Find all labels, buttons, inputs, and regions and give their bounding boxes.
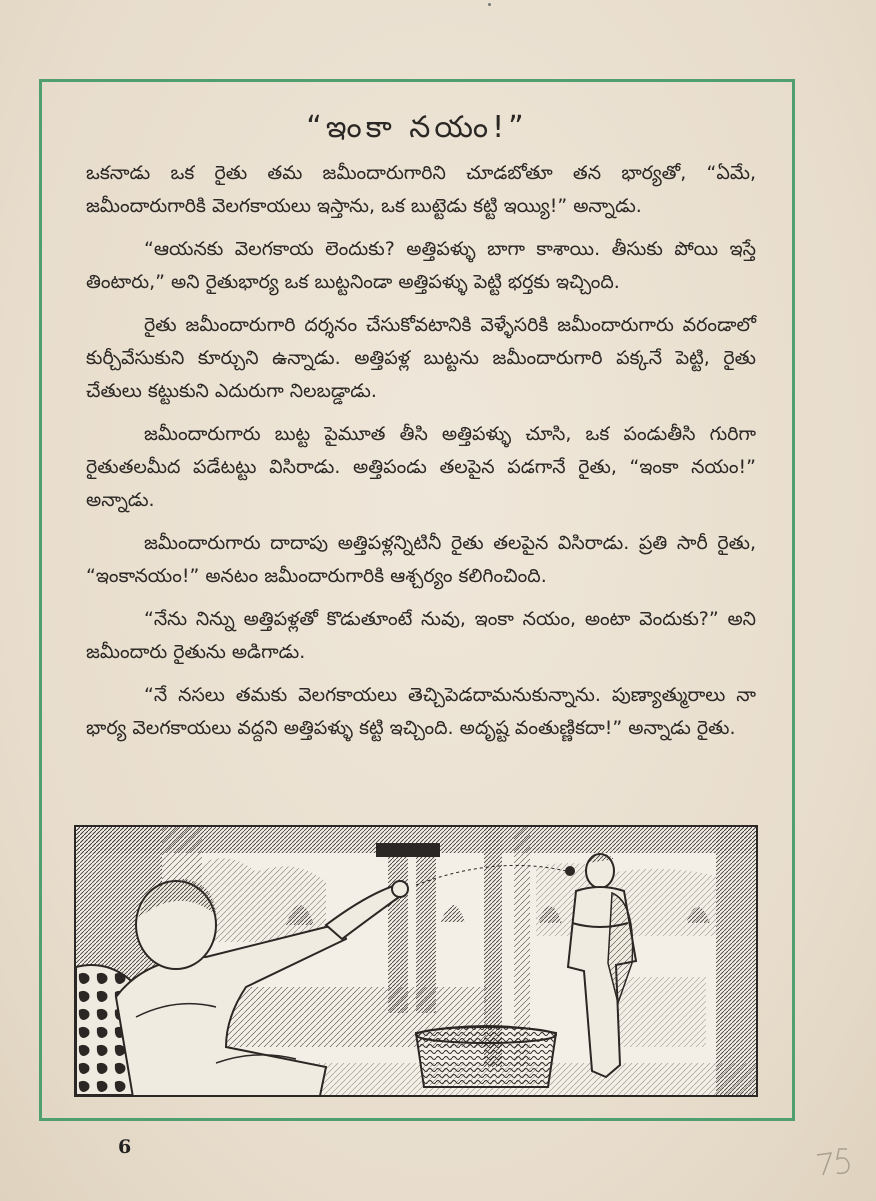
speck xyxy=(488,3,491,6)
story-title: “ఇంకా నయం!” xyxy=(306,110,528,145)
paragraph-1: ఒకనాడు ఒక రైతు తమ జమీందారుగారిని చూడబోతూ తన భార్యతో, “ఏమే, జమీందారుగారికి వెలగకాయలు ఇస్తాను, ఒక బుట్టెడు కట్టి ఇయ్యి!” అన్నాడు. xyxy=(86,162,756,217)
handwritten-page-mark-drawing xyxy=(813,1143,863,1181)
illustration-drawing xyxy=(76,827,756,1095)
paragraph-2: “ఆయనకు వెలగకాయ లెందుకు? అత్తిపళ్ళు బాగా కాశాయి. తీసుకు పోయి ఇస్తే తింటారు,” అని రైతుభార్య ఒక బుట్టనిండా అత్తిపళ్ళు పెట్టి భర్తకు ఇచ్చింది. xyxy=(86,238,756,293)
paragraph-5: జమీందారుగారు దాదాపు అత్తిపళ్లన్నిటినీ రైతు తలపైన విసిరాడు. ప్రతి సారీ రైతు, “ఇంకానయం!” అనటం జమీందారుగారికి ఆశ్చర్యం కలిగించింది. xyxy=(86,532,756,587)
story-text xyxy=(86,157,756,755)
handwritten-page-mark xyxy=(813,1143,863,1181)
paragraph-4: జమీందారుగారు బుట్ట పైమూత తీసి అత్తిపళ్ళు చూసి, ఒక పండుతీసి గురిగా రైతుతలమీద పడేటట్టు విసిరాడు. అత్తిపండు తలపైన పడగానే రైతు, “ఇంకా నయం!” అన్నాడు. xyxy=(86,423,756,511)
paragraph-3: రైతు జమీందారుగారి దర్శనం చేసుకోవటానికి వెళ్ళేసరికి జమీందారుగారు వరండాలో కుర్చీవేసుకుని కూర్చుని ఉన్నాడు. అత్తిపళ్ల బుట్టను జమీందారుగారి పక్కనే పెట్టి, రైతు చేతులు కట్టుకుని ఎదురుగా నిలబడ్డాడు. xyxy=(86,314,756,402)
story-illustration xyxy=(74,825,758,1097)
page-number: 6 xyxy=(118,1136,132,1158)
story-frame xyxy=(39,79,795,1121)
paragraph-7: “నే నసలు తమకు వెలగకాయలు తెచ్చిపెడదామనుకున్నాను. పుణ్యాత్మురాలు నా భార్య వెలగకాయలు వద్దని అత్తిపళ్ళు కట్టి ఇచ్చింది. అదృష్ట వంతుణ్ణికదా!” అన్నాడు రైతు. xyxy=(86,684,756,739)
paragraph-6: “నేను నిన్ను అత్తిపళ్లతో కొడుతూంటే నువు, ఇంకా నయం, అంటా వెందుకు?” అని జమీందారు రైతును అడిగాడు. xyxy=(86,608,756,663)
